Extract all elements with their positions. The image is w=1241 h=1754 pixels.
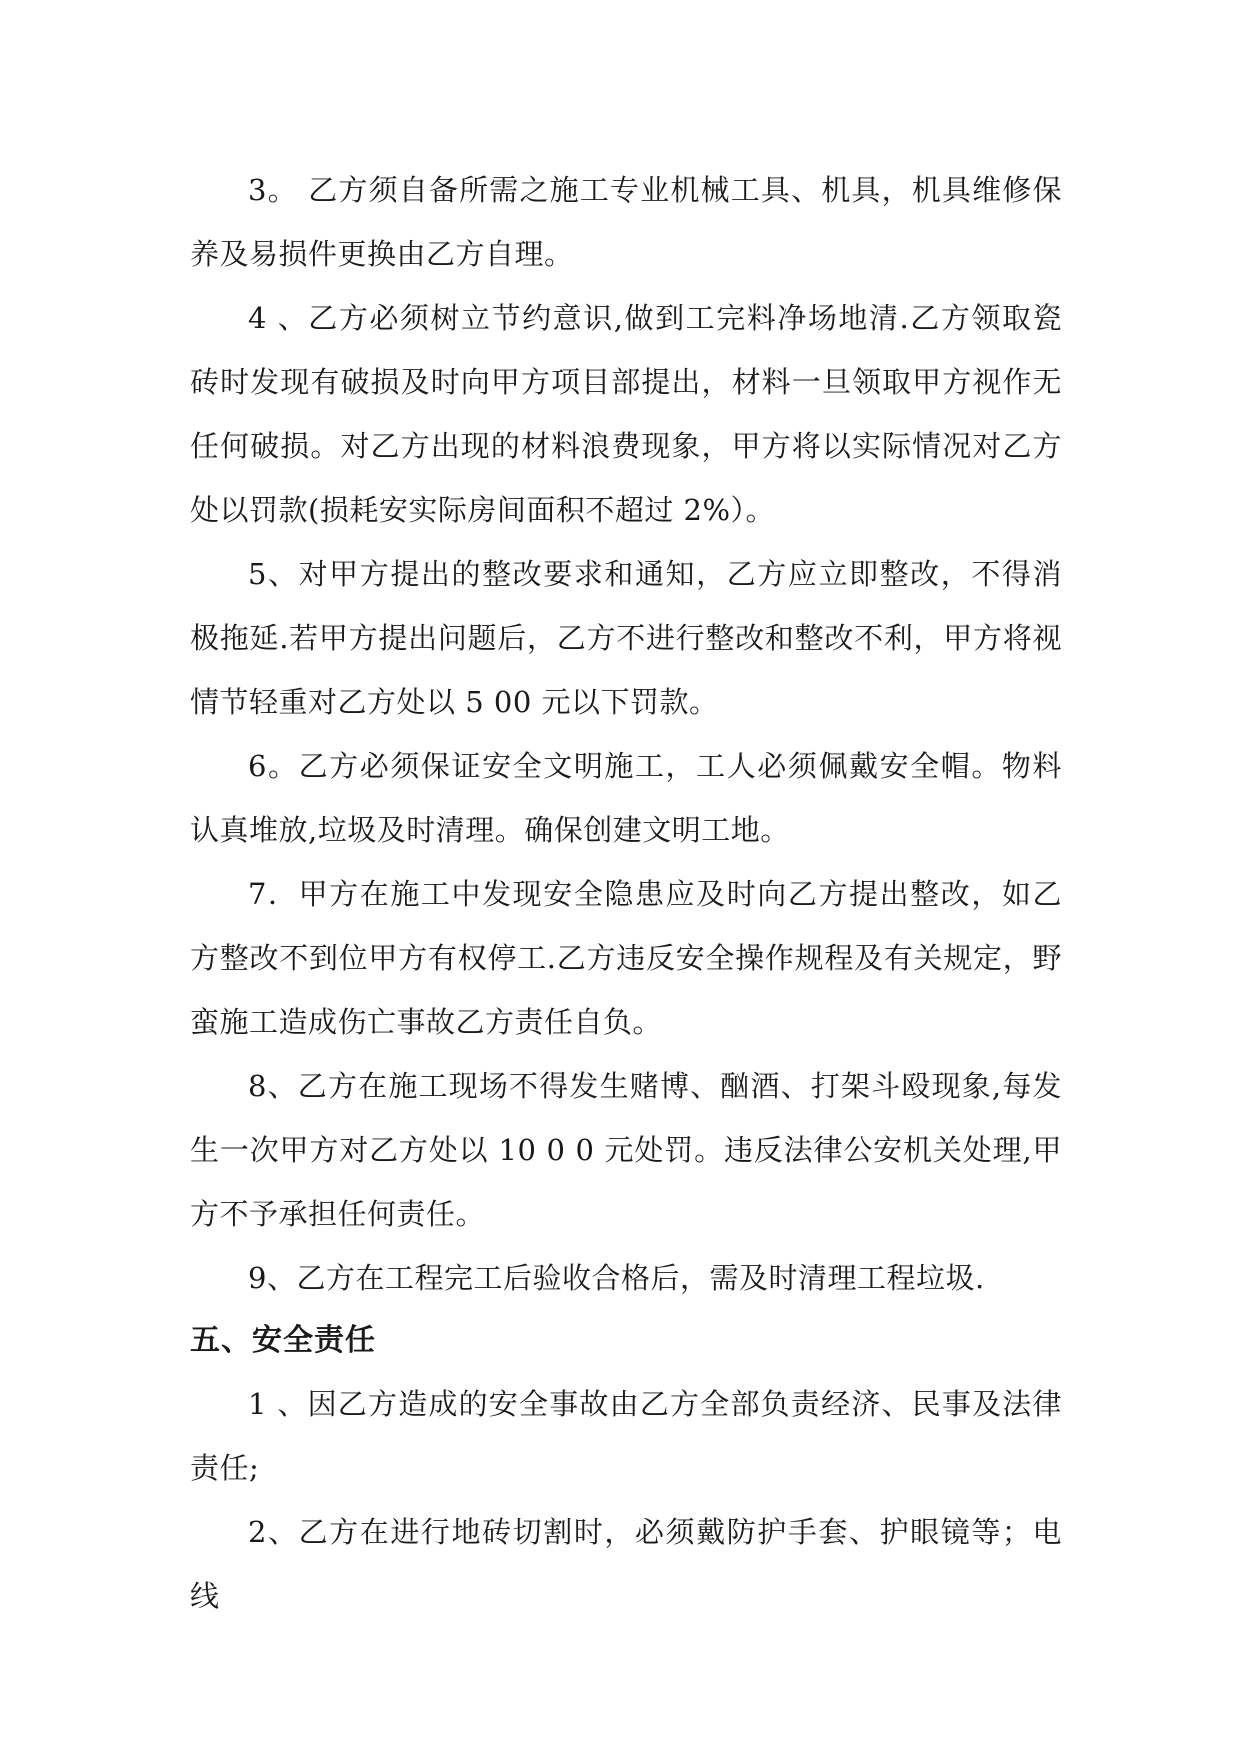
section-heading-safety: 五、安全责任: [190, 1323, 376, 1358]
clause-5: 5、对甲方提出的整改要求和通知，乙方应立即整改，不得消极拖延.若甲方提出问题后，乙方不进行整改和整改不利，甲方将视情节轻重对乙方处以 5 00 元以下罚款。: [190, 557, 1062, 719]
clause-6: 6。乙方必须保证安全文明施工，工人必须佩戴安全帽。物料认真堆放,垃圾及时清理。确保创建文明工地。: [190, 749, 1062, 847]
document-body: [190, 158, 1062, 1628]
clause-9: 9、乙方在工程完工后验收合格后，需及时清理工程垃圾.: [248, 1261, 985, 1295]
safety-clause-2: 2、乙方在进行地砖切割时，必须戴防护手套、护眼镜等；电线: [190, 1515, 1062, 1613]
clause-4: 4 、乙方必须树立节约意识,做到工完料净场地清.乙方领取瓷砖时发现有破损及时向甲方项目部提出，材料一旦领取甲方视作无任何破损。对乙方出现的材料浪费现象，甲方将以实际情况对乙方处以罚款(损耗安实际房间面积不超过 2%）。: [190, 301, 1062, 527]
clause-8: 8、乙方在施工现场不得发生赌博、酗酒、打架斗殴现象,每发生一次甲方对乙方处以 10 0 0 元处罚。违反法律公安机关处理,甲方不予承担任何责任。: [190, 1069, 1062, 1231]
clause-7: 7．甲方在施工中发现安全隐患应及时向乙方提出整改，如乙方整改不到位甲方有权停工.乙方违反安全操作规程及有关规定，野蛮施工造成伤亡事故乙方责任自负。: [190, 877, 1062, 1039]
clause-3: 3。 乙方须自备所需之施工专业机械工具、机具，机具维修保养及易损件更换由乙方自理。: [190, 173, 1062, 271]
safety-clause-1: 1 、因乙方造成的安全事故由乙方全部负责经济、民事及法律责任;: [190, 1387, 1062, 1485]
